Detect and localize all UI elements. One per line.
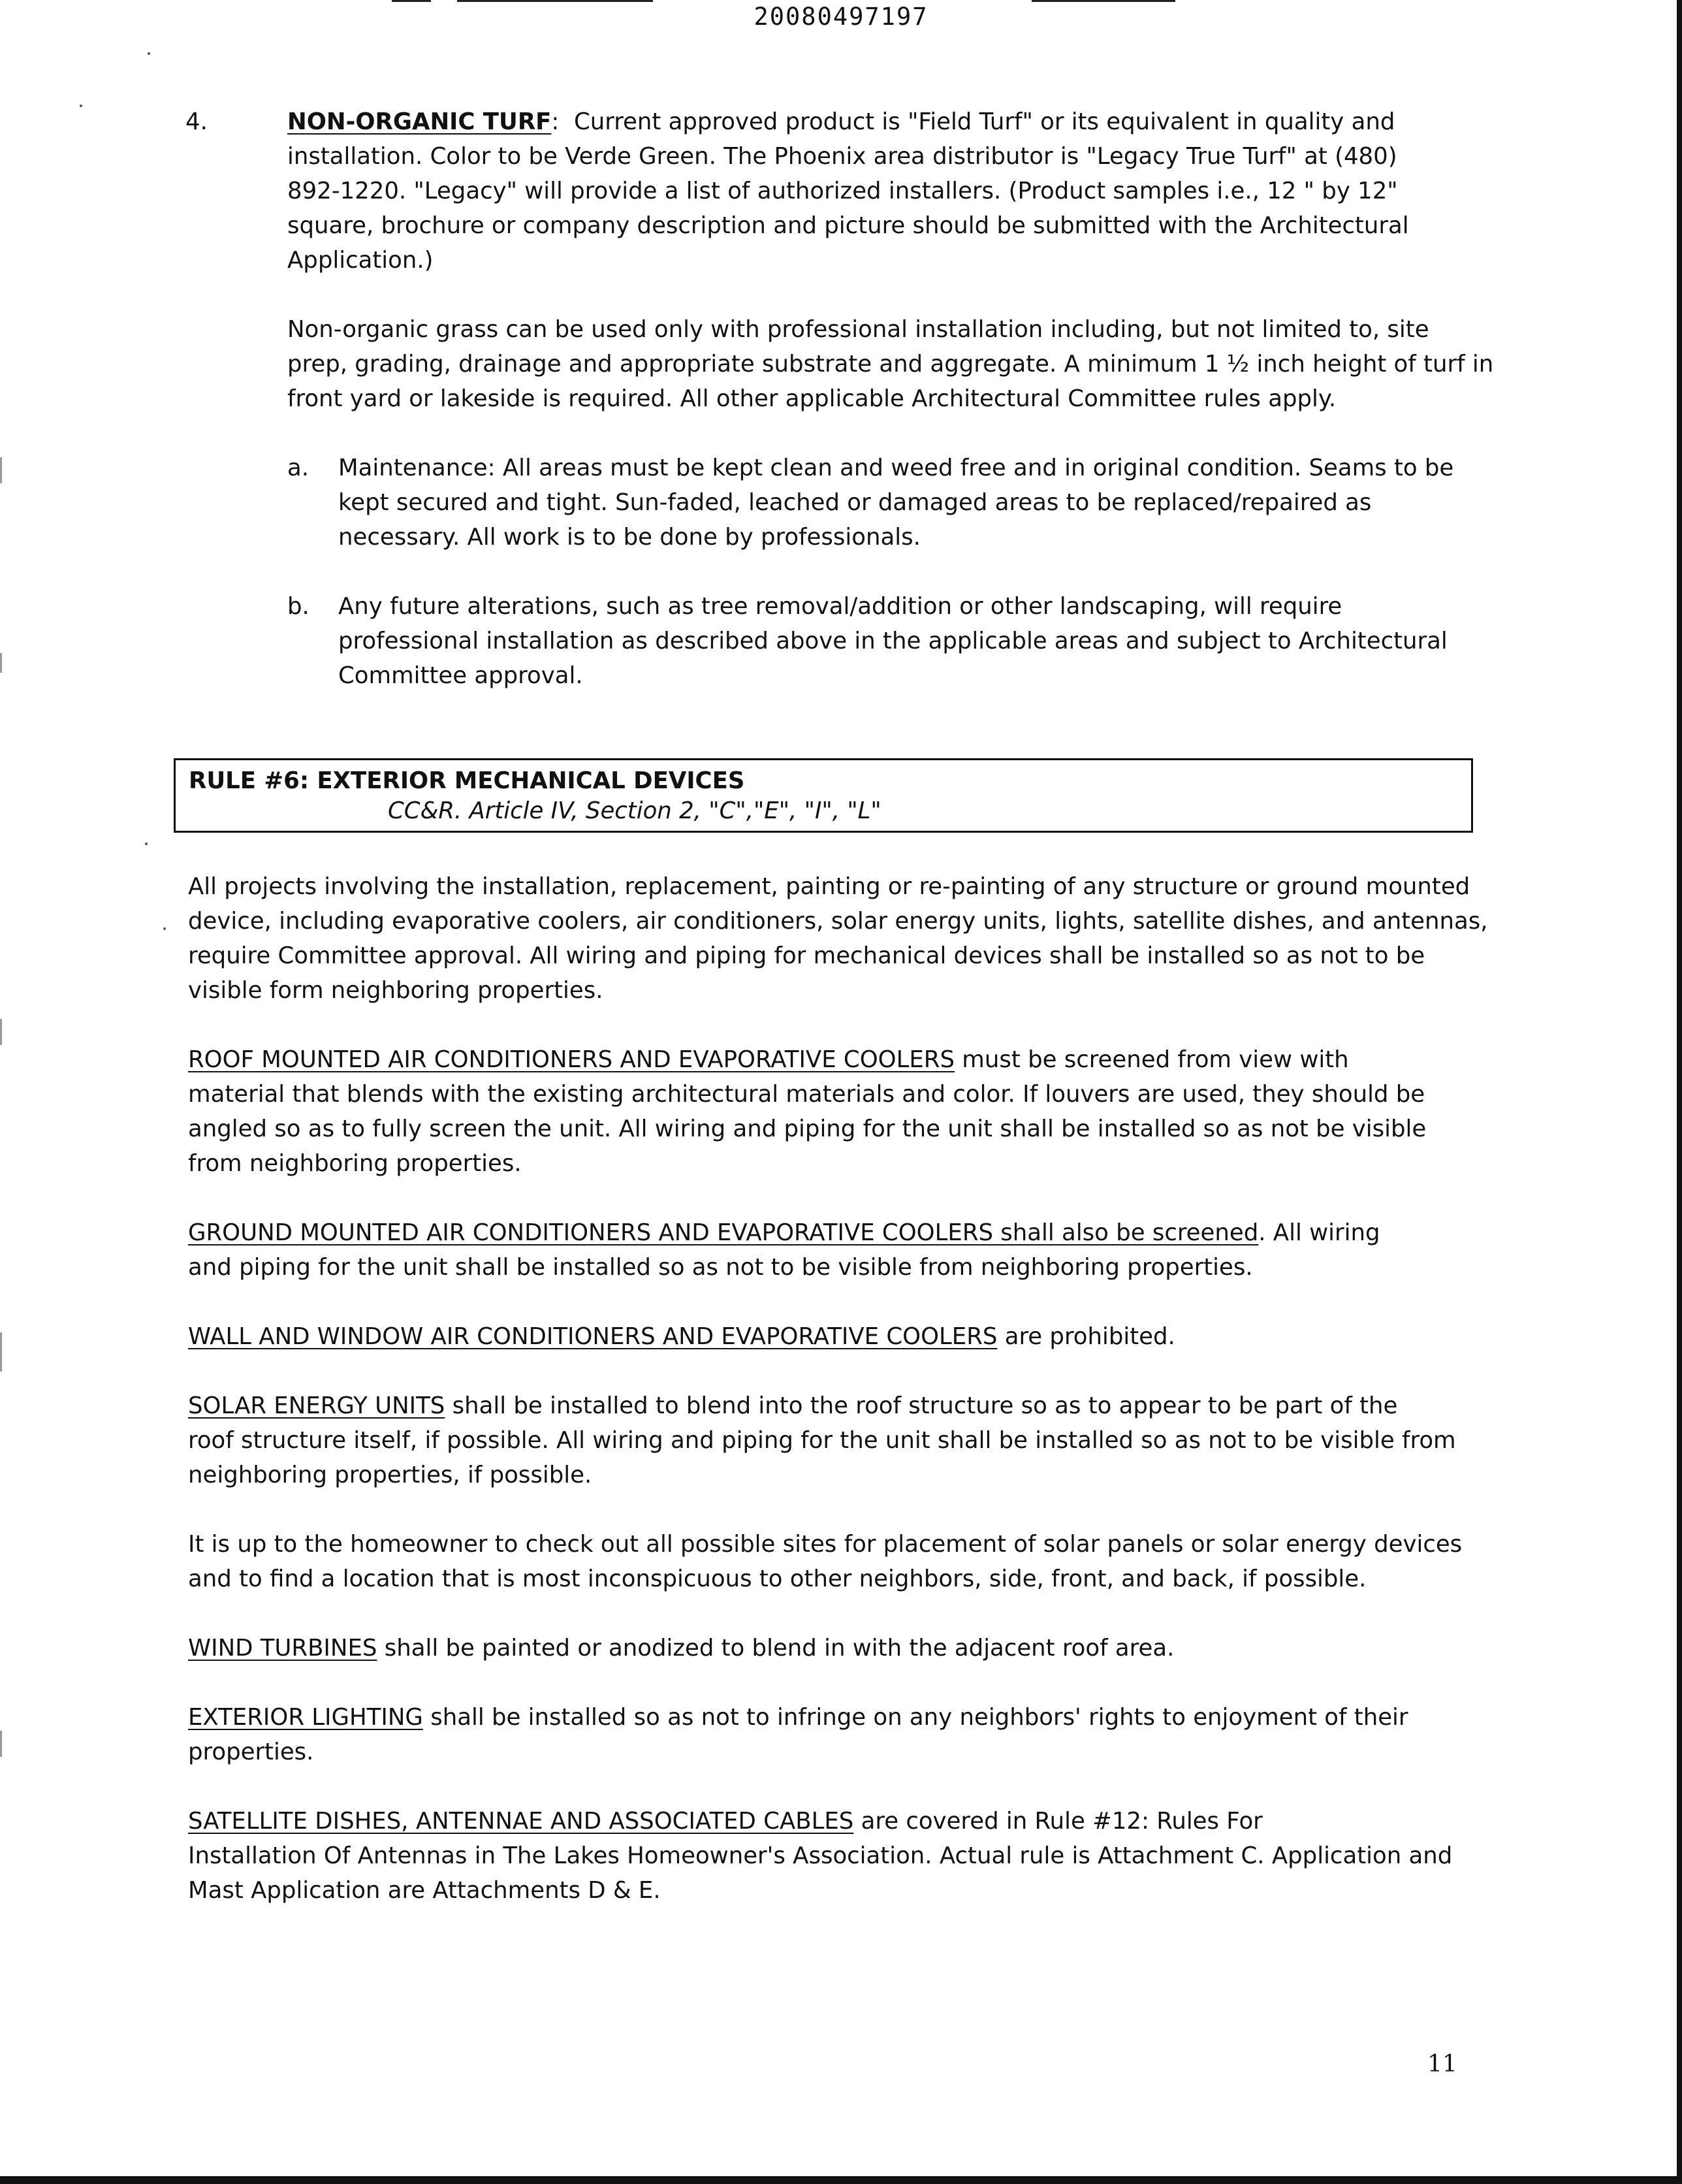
homeowner-line: and to find a location that is most inconspicuous to other neighbors, side, front, and back, if possible.	[188, 1566, 1367, 1592]
sub-item-b-line: Any future alterations, such as tree removal/addition or other landscaping, will require	[338, 593, 1342, 620]
top-scan-mark-right	[1032, 0, 1175, 2]
scan-right-edge	[1677, 0, 1682, 2184]
scan-speck	[148, 52, 150, 55]
turf-p2-line: Non-organic grass can be used only with professional installation including, but not limited to, site	[287, 316, 1429, 343]
wind-turbines-text: shall be painted or anodized to blend in with the adjacent roof area.	[377, 1635, 1175, 1662]
satellite-line-1	[188, 1804, 1263, 1839]
ground-mounted-line-1	[188, 1215, 1380, 1250]
roof-mounted-text: must be screened from view with	[955, 1046, 1349, 1073]
wind-turbines-line	[188, 1631, 1174, 1665]
turf-p2-line: prep, grading, drainage and appropriate substrate and aggregate. A minimum 1 ½ inch height of turf in	[287, 351, 1494, 377]
lighting-heading: EXTERIOR LIGHTING	[188, 1704, 423, 1731]
solar-line-1	[188, 1389, 1397, 1423]
turf-line: 892-1220. "Legacy" will provide a list of authorized installers. (Product samples i.e., 12 " by 12"	[287, 178, 1398, 204]
wall-window-heading: WALL AND WINDOW AIR CONDITIONERS AND EVAPORATIVE COOLERS	[188, 1323, 998, 1350]
sub-item-b-line: Committee approval.	[338, 662, 583, 689]
roof-mounted-line: from neighboring properties.	[188, 1150, 522, 1177]
homeowner-line: It is up to the homeowner to check out all possible sites for placement of solar panels or solar energy devices	[188, 1531, 1463, 1558]
sub-item-a-line: Maintenance: All areas must be kept clean and weed free and in original condition. Seams to be	[338, 455, 1454, 481]
wind-turbines-heading: WIND TURBINES	[188, 1635, 377, 1662]
roof-mounted-heading: ROOF MOUNTED AIR CONDITIONERS AND EVAPORATIVE COOLERS	[188, 1046, 955, 1073]
document-number: 20080497197	[754, 3, 928, 31]
rule-6-citation: CC&R. Article IV, Section 2, "C","E", "I", "L"	[388, 797, 881, 824]
scan-speck	[80, 104, 82, 107]
top-scan-mark-left	[392, 0, 431, 2]
lighting-line-1	[188, 1700, 1408, 1735]
satellite-line: Mast Application are Attachments D & E.	[188, 1877, 661, 1904]
ground-mounted-line: and piping for the unit shall be installed so as not to be visible from neighboring properties.	[188, 1254, 1253, 1281]
scan-speck	[163, 927, 166, 930]
scan-margin-mark	[0, 1731, 2, 1757]
ground-mounted-heading: GROUND MOUNTED AIR CONDITIONERS AND EVAPORATIVE COOLERS shall also be screened	[188, 1219, 1259, 1246]
roof-mounted-line-1	[188, 1042, 1349, 1077]
item-number: 4.	[185, 108, 208, 135]
intro-line: visible form neighboring properties.	[188, 977, 603, 1004]
satellite-line: Installation Of Antennas in The Lakes Homeowner's Association. Actual rule is Attachment C. Application and	[188, 1842, 1453, 1869]
lighting-text: shall be installed so as not to infringe on any neighbors' rights to enjoyment of their	[422, 1704, 1408, 1731]
rule-6-title: RULE #6: EXTERIOR MECHANICAL DEVICES	[189, 767, 745, 794]
scan-speck	[145, 843, 148, 845]
sub-item-b-marker: b.	[287, 593, 309, 620]
turf-paragraph-1-line-1	[287, 104, 1395, 139]
top-scan-mark-mid	[457, 0, 653, 2]
ground-mounted-text: . All wiring	[1258, 1219, 1380, 1246]
sub-item-a-line: necessary. All work is to be done by professionals.	[338, 524, 921, 551]
page-number: 11	[1427, 2051, 1457, 2078]
scan-bottom-edge	[0, 2176, 1682, 2184]
intro-line: All projects involving the installation, replacement, painting or re-painting of any structure or ground mounted	[188, 873, 1470, 900]
turf-line: square, brochure or company description and picture should be submitted with the Architectural	[287, 212, 1409, 239]
rule-6-heading-box	[174, 758, 1473, 833]
scan-margin-mark	[0, 653, 2, 673]
turf-line: installation. Color to be Verde Green. The Phoenix area distributor is "Legacy True Turf" at (480)	[287, 143, 1397, 170]
lighting-line: properties.	[188, 1739, 314, 1765]
intro-line: require Committee approval. All wiring and piping for mechanical devices shall be installed so as not to be	[188, 942, 1425, 969]
sub-item-a-marker: a.	[287, 455, 309, 481]
solar-heading: SOLAR ENERGY UNITS	[188, 1392, 445, 1419]
wall-window-text: are prohibited.	[997, 1323, 1175, 1350]
scan-margin-mark	[0, 1332, 2, 1372]
satellite-heading: SATELLITE DISHES, ANTENNAE AND ASSOCIATED CABLES	[188, 1808, 854, 1835]
sub-item-b-line: professional installation as described above in the applicable areas and subject to Architectural	[338, 628, 1448, 654]
roof-mounted-line: angled so as to fully screen the unit. All wiring and piping for the unit shall be installed so as not be visible	[188, 1116, 1427, 1142]
wall-window-line	[188, 1319, 1175, 1354]
turf-line: Current approved product is "Field Turf" or its equivalent in quality and	[573, 108, 1395, 135]
roof-mounted-line: material that blends with the existing architectural materials and color. If louvers are used, they should be	[188, 1081, 1425, 1108]
sub-item-a-line: kept secured and tight. Sun-faded, leached or damaged areas to be replaced/repaired as	[338, 489, 1372, 516]
intro-line: device, including evaporative coolers, air conditioners, solar energy units, lights, satellite dishes, and antennas,	[188, 908, 1488, 935]
turf-p2-line: front yard or lakeside is required. All other applicable Architectural Committee rules apply.	[287, 385, 1337, 412]
scan-margin-mark	[0, 1019, 2, 1045]
scan-margin-mark	[0, 457, 2, 483]
solar-line: neighboring properties, if possible.	[188, 1462, 592, 1488]
turf-line: Application.)	[287, 247, 434, 274]
solar-line: roof structure itself, if possible. All wiring and piping for the unit shall be installed so as not to be visible from	[188, 1427, 1456, 1454]
turf-heading: NON-ORGANIC TURF	[287, 108, 552, 135]
solar-text: shall be installed to blend into the roof structure so as to appear to be part of the	[445, 1392, 1398, 1419]
satellite-text: are covered in Rule #12: Rules For	[853, 1808, 1263, 1835]
turf-heading-colon: :	[551, 108, 560, 135]
